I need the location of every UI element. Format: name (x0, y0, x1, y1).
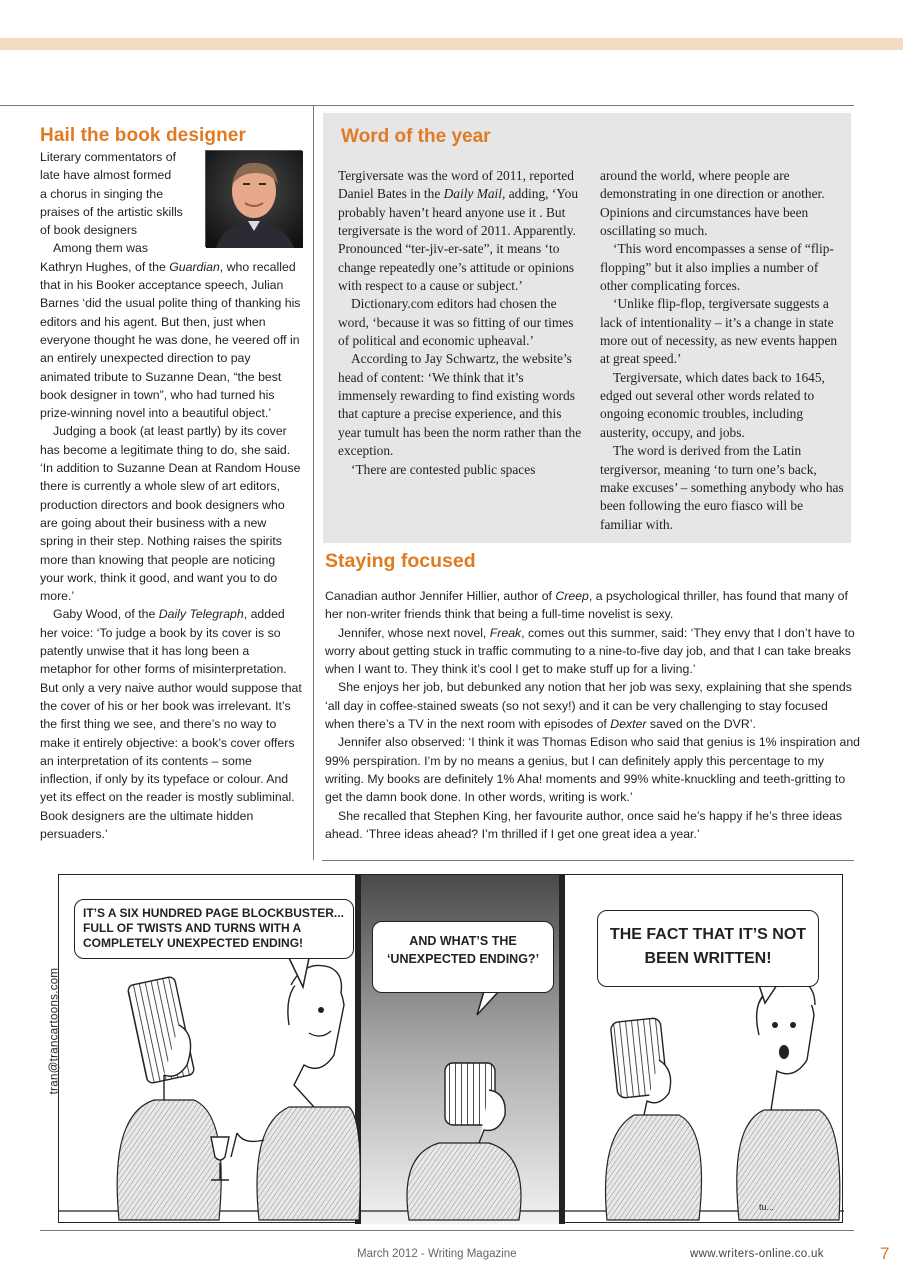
hail-article (40, 124, 302, 843)
focused-paragraph: Jennifer, whose next novel, Freak, comes out this summer, said: ‘They envy that I don’t have to worry about getting stuck in traffic commuting to a nine-to-five day job, and that I can take breaks when I want to. They think it’s cool I get to make stuff up for a living.’ (325, 625, 855, 677)
speech-bubble-3: THE FACT THAT IT’S NOT BEEN WRITTEN! (597, 910, 819, 987)
woty-paragraph: The word is derived from the Latin tergiversor, meaning ‘to turn one’s back, make excuses’ – something anybody who has been following the euro fiasco will be familiar with. (600, 443, 844, 532)
woty-paragraph: Dictionary.com editors had chosen the word, ‘because it was so fitting of our times of political and economic upheaval.’ (338, 296, 574, 349)
author-portrait (205, 150, 302, 247)
woty-paragraph: Tergiversate, which dates back to 1645, edged out several other words related to ongoing economic troubles, including austerity, occupy, and jobs. (600, 369, 825, 440)
hail-title: Hail the book designer (40, 125, 246, 146)
cartoon-divider (322, 860, 854, 861)
page-number: 7 (880, 1244, 890, 1263)
speech-bubble-2: AND WHAT’S THE ‘UNEXPECTED ENDING?’ (372, 921, 554, 993)
hail-paragraph: Gaby Wood, of the Daily Telegraph, added her voice: ‘To judge a book by its cover is so patently unwise that it has long been a metaphor for other forms of misinterpretation. But only a very naive author would suppose that the cover of his or her book was irrelevant. It’s the first thing we see, and there’s no way to make it entirely objective: a book’s cover offers an interpretation of its contents – some inflection, if only by its typeface or colour. And yet its effect on the reader is mostly subliminal. Book designers are the ultimate hidden persuaders.’ (40, 607, 302, 841)
speech-bubble-1: IT’S A SIX HUNDRED PAGE BLOCKBUSTER... FULL OF TWISTS AND TURNS WITH A COMPLETELY UNEXPECTED ENDING! (74, 899, 354, 959)
word-of-year-column-2 (600, 167, 844, 534)
focused-paragraph: Jennifer also observed: ‘I think it was Thomas Edison who said that genius is 1% inspiration and 99% perspiration. I’m by no means a genius, but I can definitely apply this percentage to my writing. My books are definitely 1% Aha! moments and 99% white-knuckling and teeth-gritting to get the damn book done. In other words, writing is work.’ (325, 735, 860, 805)
woty-paragraph: ‘Unlike flip-flop, tergiversate suggests a lack of intentionality – it’s a change in state more out of necessity, as new events happen at great speed.’ (600, 296, 838, 367)
woty-paragraph: According to Jay Schwartz, the website’s head of content: ‘We think that it’s immensely rewarding to find existing words that capture a precise experience, and this year tumult has been the norm rather than the exception. (338, 351, 582, 459)
staying-focused-article (325, 587, 860, 843)
word-of-year-column-1 (338, 167, 582, 479)
focused-paragraph: She recalled that Stephen King, her favourite author, once said he’s happy if he’s three ideas ahead. ‘Three ideas ahead? I’m thrilled if I get one great idea a year.’ (325, 808, 843, 841)
footer-issue: March 2012 - Writing Magazine (357, 1248, 517, 1260)
footer-website: www.writers-online.co.uk (690, 1248, 824, 1260)
cartoon-strip (48, 874, 843, 1223)
woty-paragraph: around the world, where people are demonstrating in one direction or another. Opinions and circumstances have been oscillating so much. (600, 168, 825, 239)
word-of-year-box (323, 113, 851, 543)
column-divider (313, 106, 314, 860)
top-divider (0, 105, 854, 106)
word-of-year-title: Word of the year (341, 126, 491, 147)
hail-paragraph: Literary commentators of late have almost formed a chorus in singing the praises of the artistic skills of book designers (40, 150, 183, 238)
woty-paragraph: Tergiversate was the word of 2011, reported Daniel Bates in the Daily Mail, adding, ‘You probably haven’t heard anyone use it . But tergiversate is the word of 2011. Apparently. Pronounced “ter-jiv-er-sate”, it means ‘to change repeatedly one’s attitude or opinions with respect to a cause or subject.’ (338, 168, 579, 294)
footer-divider (40, 1230, 854, 1231)
top-color-band (0, 38, 903, 50)
focused-paragraph: Canadian author Jennifer Hillier, author of Creep, a psychological thriller, has found that many of her non-writer friends think that being a full-time novelist is sexy. (325, 589, 848, 622)
hail-paragraph: Among them was Kathryn Hughes, of the Guardian, who recalled that in his Booker acceptance speech, Julian Barnes ‘did the usual polite thing of thanking his editors and his agent. But then, just when everyone thought he was done, he veered off in an entirely unexpected direction to pay animated tribute to Suzanne Dean, “the best book designer in town”, who had turned his prize-winning novel into a beautiful object.’ (40, 241, 301, 421)
staying-focused-title: Staying focused (325, 550, 476, 572)
cartoon-credit: tran@trancartoons.com (48, 967, 61, 1095)
woty-paragraph: ‘There are contested public spaces (351, 461, 536, 477)
svg-text:tu...: tu... (759, 1202, 775, 1212)
hail-paragraph: Judging a book (at least partly) by its cover has become a legitimate thing to do, she said. ‘In addition to Suzanne Dean at Random House there is currently a whole slew of art editors, production directors and book designers who are going about their business with a new spring in their step. Nothing raises the spirits more than knowing that people are noticing your work, think it good, and want you to do more.’ (40, 424, 301, 604)
focused-paragraph: She enjoys her job, but debunked any notion that her job was sexy, explaining that she spends ‘all day in coffee-stained sweats (so not sexy!) and it can be very challenging to stay focused when there’s a TV in the next room with episodes of Dexter saved on the DVR’. (325, 680, 852, 732)
woty-paragraph: ‘This word encompasses a sense of “flip-flopping” but it also implies a number of other complicating forces. (600, 241, 834, 294)
